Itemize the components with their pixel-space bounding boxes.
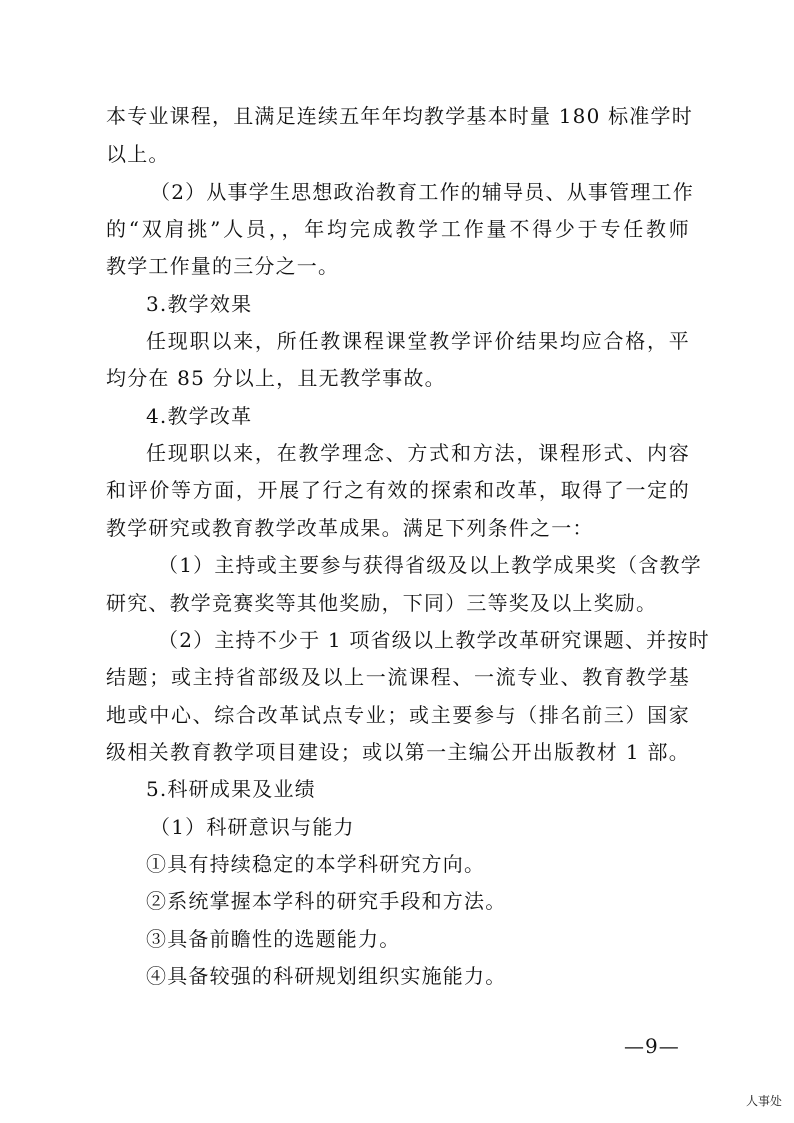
text-line-5: 教学工作量的三分之一。 bbox=[106, 254, 340, 278]
list-item-2: ②系统掌握本学科的研究手段和方法。 bbox=[146, 889, 507, 913]
text-line-4: 的“双肩挑”人员，，年均完成教学工作量不得少于专任教师 bbox=[106, 217, 690, 241]
text-line-12: 教学研究或教育教学改革成果。满足下列条件之一： bbox=[106, 516, 594, 540]
text-line-7: 任现职以来，所任教课程课堂教学评价结果均应合格，平 bbox=[146, 329, 690, 353]
section-heading-teaching-reform: 4.教学改革 bbox=[146, 404, 253, 428]
text-line-15: （2）主持不少于 1 项省级以上教学改革研究课题、并按时 bbox=[158, 628, 710, 652]
text-line-14: 研究、教学竞赛奖等其他奖励，下同）三等奖及以上奖励。 bbox=[106, 591, 658, 615]
footer-department: 人事处 bbox=[746, 1094, 783, 1108]
list-item-3: ③具备前瞻性的选题能力。 bbox=[146, 927, 401, 951]
page-number: —9— bbox=[624, 1034, 680, 1058]
text-line-10: 任现职以来，在教学理念、方式和方法，课程形式、内容 bbox=[146, 441, 690, 465]
text-line-18: 级相关教育教学项目建设；或以第一主编公开出版教材 1 部。 bbox=[106, 740, 690, 764]
text-line-1: 本专业课程，且满足连续五年年均教学基本时量 180 标准学时 bbox=[106, 104, 693, 128]
list-item-1: ①具有持续稳定的本学科研究方向。 bbox=[146, 852, 486, 876]
section-heading-teaching-effect: 3.教学效果 bbox=[146, 292, 253, 316]
text-line-2: 以上。 bbox=[106, 142, 170, 166]
text-line-16: 结题；或主持省部级及以上一流课程、一流专业、教育教学基 bbox=[106, 665, 690, 689]
text-line-17: 地或中心、综合改革试点专业；或主要参与（排名前三）国家 bbox=[106, 703, 690, 727]
list-item-4: ④具备较强的科研规划组织实施能力。 bbox=[146, 964, 507, 988]
text-line-13: （1）主持或主要参与获得省级及以上教学成果奖（含教学 bbox=[158, 553, 702, 577]
section-heading-research: 5.科研成果及业绩 bbox=[146, 777, 316, 801]
text-line-3: （2）从事学生思想政治教育工作的辅导员、从事管理工作 bbox=[150, 180, 694, 204]
text-line-8: 均分在 85 分以上，且无教学事故。 bbox=[106, 366, 446, 390]
subsection-heading: （1）科研意识与能力 bbox=[150, 815, 355, 839]
text-line-11: 和评价等方面，开展了行之有效的探索和改革，取得了一定的 bbox=[106, 478, 690, 502]
